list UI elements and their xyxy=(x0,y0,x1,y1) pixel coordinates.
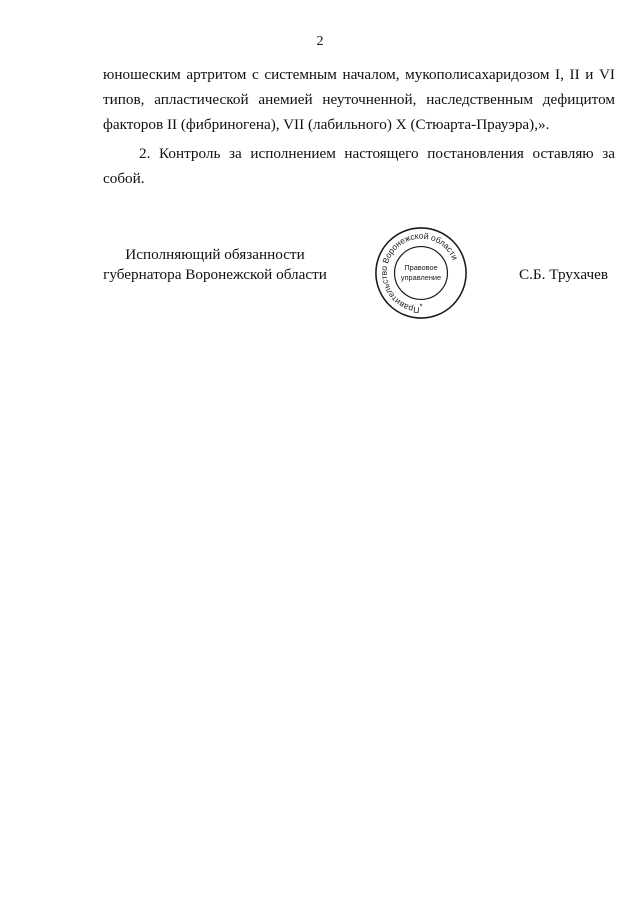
seal-center-line-1: Правовое xyxy=(404,263,438,273)
seal-star-mark: * xyxy=(419,302,423,312)
signatory-title xyxy=(100,245,330,285)
seal-ring-text: Правительство Воронежской области xyxy=(378,230,461,316)
seal-center-line-2: управление xyxy=(400,272,442,282)
paragraph-control-clause: 2. Контроль за исполнением настоящего постановления оставляю за собой. xyxy=(103,145,615,187)
paragraph-continuation: юношеским артритом с системным началом, мукополисахаридозом I, II и VI типов, апластической анемией неуточненной, наследственным дефицитом факторов II (фибриногена), VII (лабильного) X (Стюарта-Прауэра),». xyxy=(103,66,615,133)
signatory-title-line-2: губернатора Воронежской области xyxy=(103,266,327,283)
page-number: 2 xyxy=(316,34,324,49)
signatory-name: С.Б. Трухачев xyxy=(519,266,609,283)
seal-stamp-graphic xyxy=(372,224,470,322)
signatory-title-line-1: Исполняющий обязанности xyxy=(125,246,305,263)
official-seal xyxy=(372,224,470,322)
